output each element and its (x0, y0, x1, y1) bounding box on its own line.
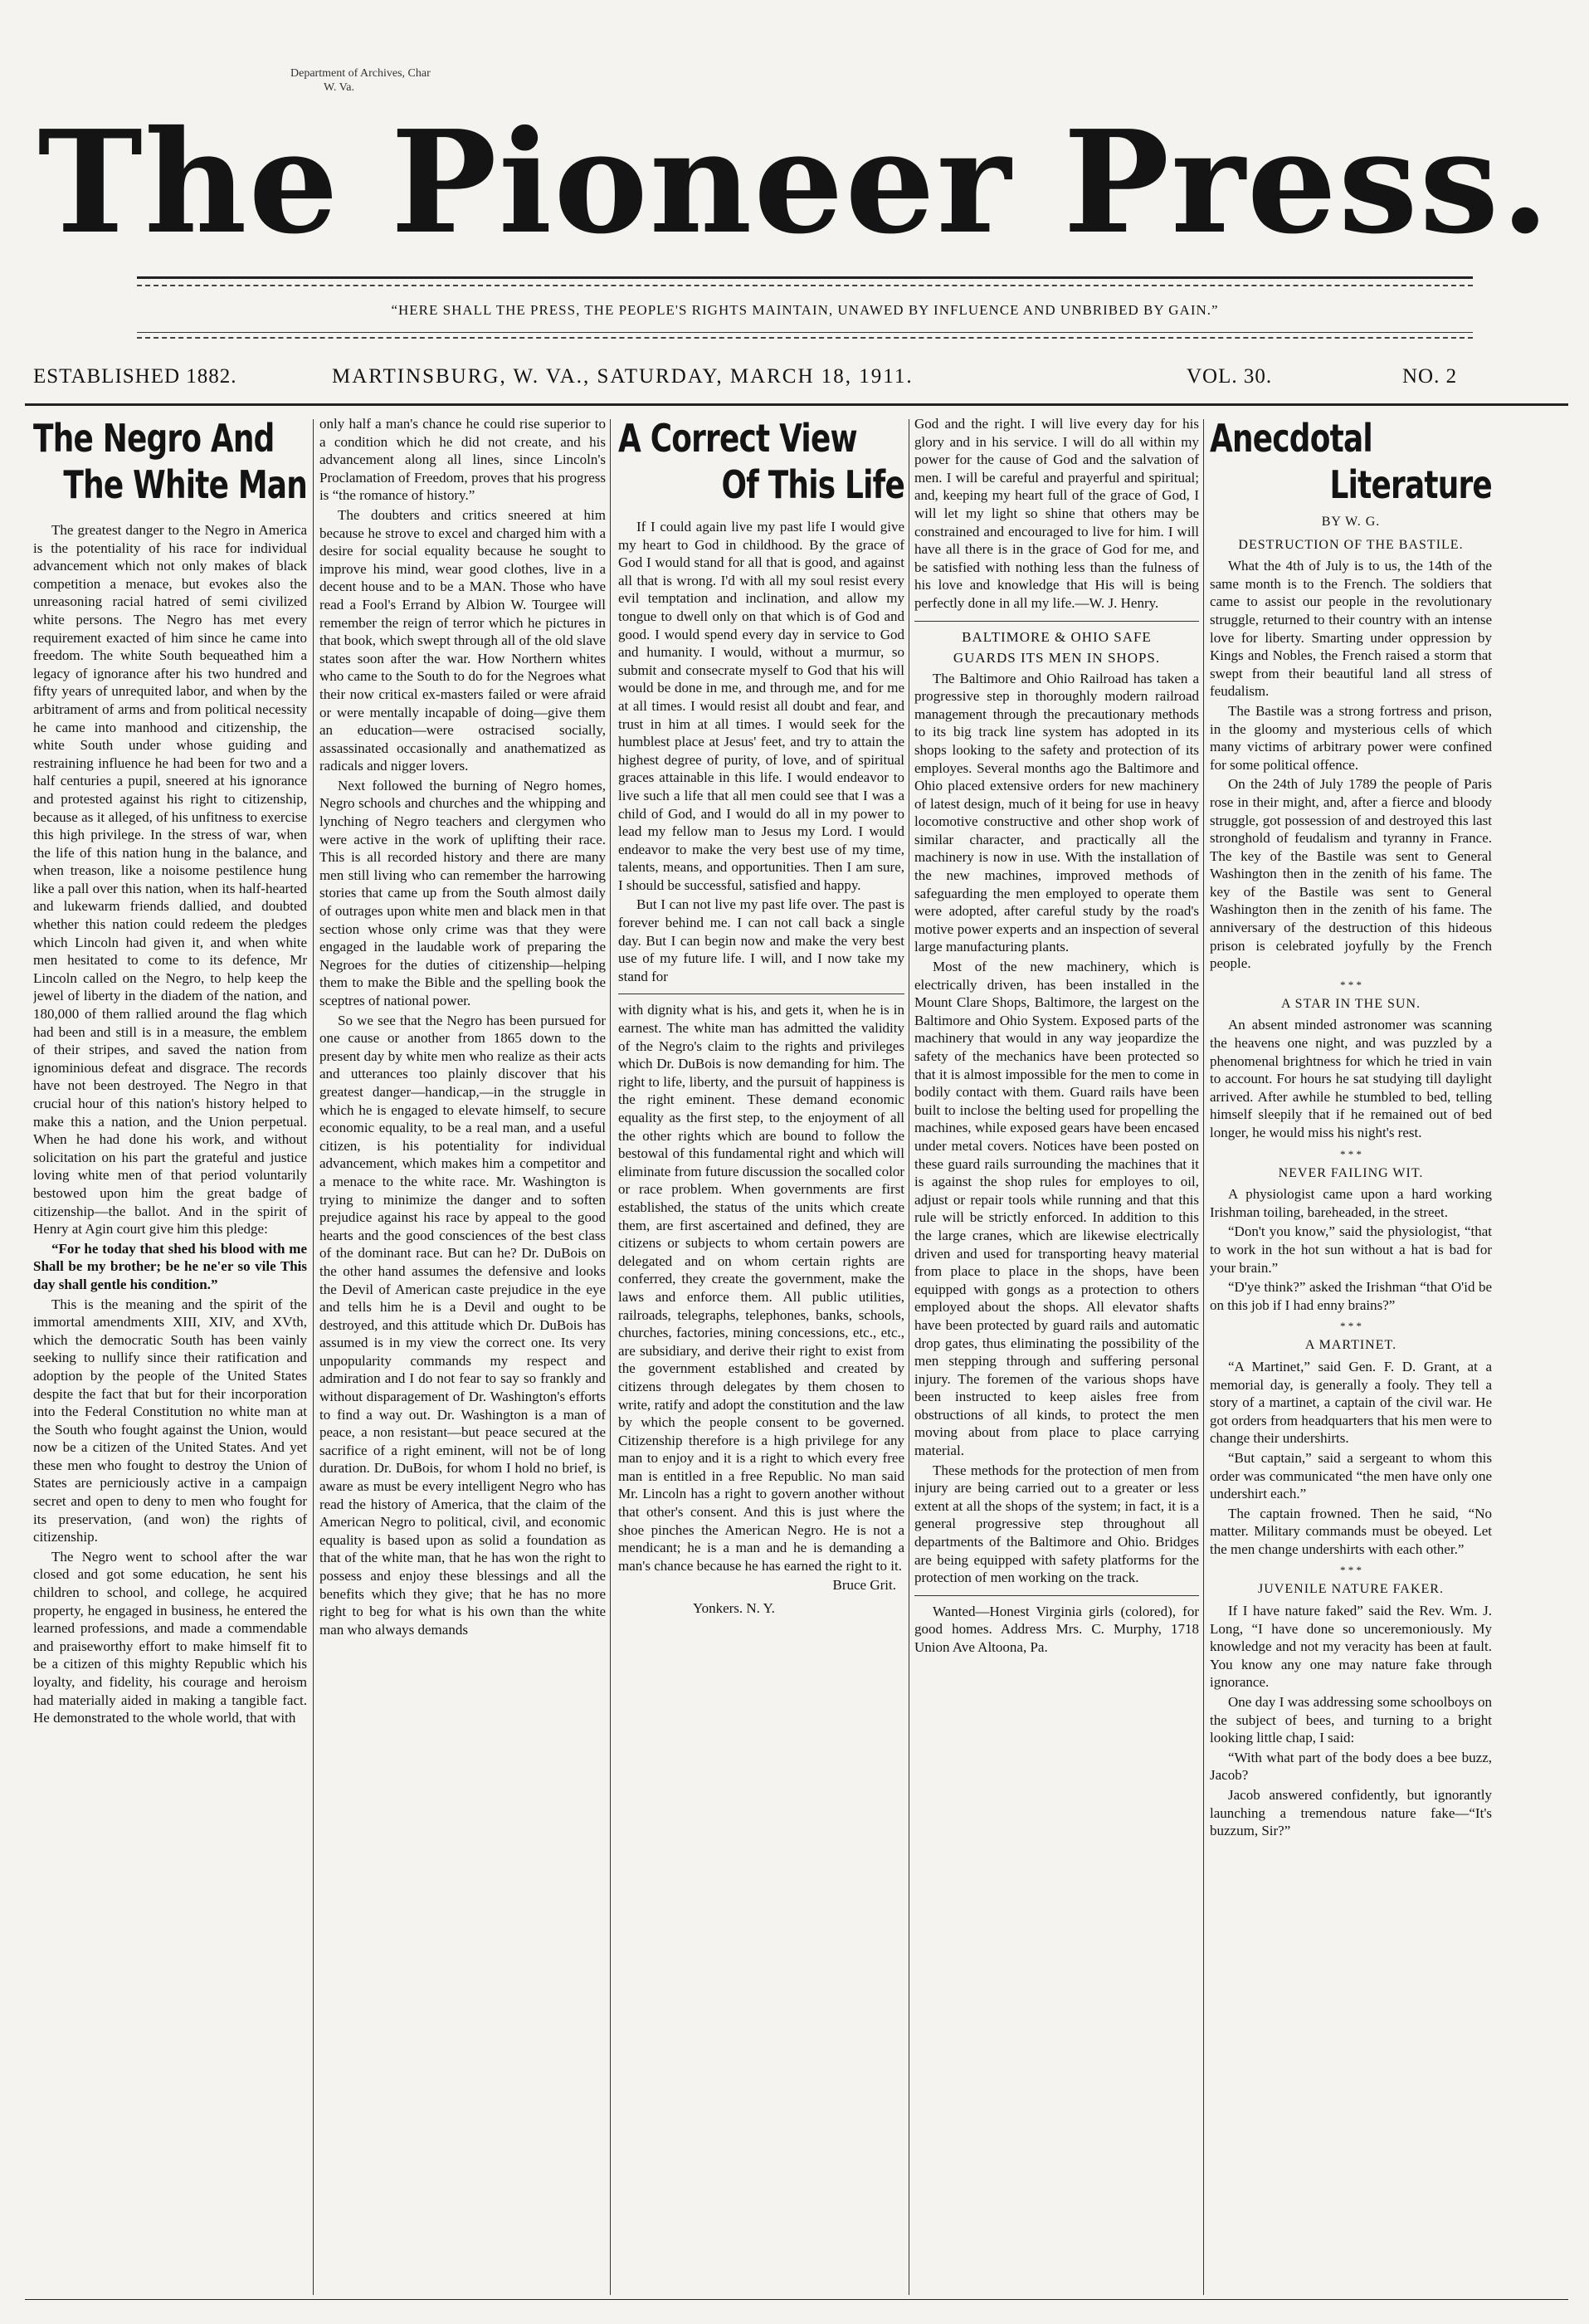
place-date-line: MARTINSBURG, W. VA., SATURDAY, MARCH 18, 1911. (332, 365, 914, 388)
subhead-line: GUARDS ITS MEN IN SHOPS. (953, 649, 1161, 666)
masthead-rule (137, 276, 1473, 279)
section-title: JUVENILE NATURE FAKER. (1258, 1582, 1444, 1597)
article-paragraph: God and the right. I will live every day for his glory and in his service. I will do all within my power for the cause of God and the salvation of men. I will be careful and prayerful and spiritual; and, keeping my heart full of the grace of God, I will let my light so shine that others may be constrained and encouraged to live for him. I will have all there is in the grace of God for me, and be satisfied with nothing less than the fulness of his love and knowledge that His will is being perfectly done in all my life.—W. J. Henry. (914, 416, 1199, 611)
article-paragraph: This is the meaning and the spirit of the immortal amendments XIII, XIV, and XVth, which the democratic South has been vainly seeking to nullify since their ratification and adoption by the people of the United States despite the fact that but for their incorporation into the Federal Constitution no white man at the South who fought against the Union, would now be a citizen of the United States. And yet these men who fought to destroy the Union of States are perniciously active in a campaign secret and open to deny to men who fought for its preservation, (and won) the rights of citizenship. (33, 1296, 307, 1545)
verse-quote: “For he today that shed his blood with me Shall be my brother; be he ne'er so vile This day shall gentle his condition.” (33, 1240, 307, 1292)
headline-line: The White Man (63, 462, 307, 507)
star-ornament-icon: * * * (1340, 978, 1362, 991)
archive-stamp-line: Department of Archives, Char (290, 67, 431, 80)
dateline-place: Yonkers. N. Y. (693, 1600, 775, 1617)
article-paragraph: The Bastile was a strong fortress and prison, in the gloomy and mysterious cells of which many victims of arbitrary power were confined for some political offence. (1210, 702, 1492, 773)
article-paragraph: “A Martinet,” said Gen. F. D. Grant, at a memorial day, is generally a fooly. They tell a story of a martinet, a captain of the civil war. He got orders from headquarters that his men were to change their undershirts. (1210, 1358, 1492, 1447)
star-ornament-icon: * * * (1340, 1147, 1362, 1160)
article-paragraph: If I could again live my past life I would give my heart to God in childhood. By the grace of God I would stand for all that is good, and against all that is wrong. I'd with all my soul resist every evil temptation and inclination, and allow my tongue to dwell only on that which is of God and good. I would spend every day in service to God and humanity. I would, without a murmur, so submit and consecrate myself to God that his will would be done in me, and through me, and for me at all times. I would resist all doubt and fear, and trust in him at all times. I would seek for the humblest place at Jesus' feet, and try to attain the highest degree of purity, of love, and of spiritual graces attainable in this life. I would endeavor to live such a life that all men could see that I was a child of God, and I would do all in my power to lead my fellow man to Jesus my Lord. I would endeavor to make the very best use of my time, talents, means, and opportunities. Then I am sure, I should be successful, satisfied and happy. (618, 519, 904, 893)
article-paragraph: Next followed the burning of Negro homes, Negro schools and churches and the whipping and lynching of Negro teachers and clergymen who were active in the work of uplifting their race. This is all recorded history and there are many men still living who can remember the harrowing stories that came up from the South almost daily of outrages upon white men and black men in that section whose only crime was that they were engaged in the laudable work of preparing the Negroes for the duties of citizenship—helping them to make the Bible and the spelling book the sceptres of national power. (319, 777, 606, 1008)
article-paragraph: The greatest danger to the Negro in America is the potentiality of his race for individual advancement which not only makes of black competition a menace, but evokes also the unreasoning racial hatred of semi civilized white persons. The Negro has met every requirement exacted of him since he came into freedom. The white South bequeathed him a legacy of ignorance after his two hundred and fifty years of unrequited labor, and when by the arbitrament of arms and from political necessity he came into manhood and citizenship, the white South under whose guiding and restraining influence he had been for two and a half centuries a pupil, sneered at his ignorance and protested against his right to citizenship, because as it alleged, of his unfitness to exercise this high privilege. In the stress of war, when the life of this nation hung in the balance, and when treason, like a noisome pestilence hung like a pall over this nation, when its half-hearted and lukewarm friends dallied, and doubted whether this nation could redeem the pledges which Lincoln had given it, and when white men hesitated to come to its defence, Mr Lincoln called on the Negro, to help keep the jewel of liberty in the diadem of the nation, and 180,000 of them rallied around the flag which had been and still is in a measure, the emblem of their stripes, and saved the nation from ignominious defeat and disgrace. The records have not been destroyed. The Negro in that crucial hour of this nation's history helped to make this a nation, and the Union perpetual. When he had done his work, and without solicitation on his part the grateful and justice loving white men of that period voluntarily bestowed upon him the great badge of citizenship—the ballot. And in the spirit of Henry at Agin court give him this pledge: (33, 522, 307, 1238)
article-paragraph: Most of the new machinery, which is electrically driven, has been installed in the Mount Clare Shops, Baltimore, the largest on the Baltimore and Ohio System. Exposed parts of the machinery that would in any way jeopardize the safety of the mechanics have been protected so that it is almost impossible for the men to come in bodily contact with them. Guard rails have been built to inclose the belting used for propelling the machines, while exposed gears have been encased under metal covers. Notices have been posted on these guard rails surrounding the machines that it is against the shop rules for employes to oil, adjust or repair tools while running and that this rule will be strictly enforced. In addition to this the large cranes, which are likewise electrically driven and used for transporting heavy material from place to place in the shops, have been equipped with gongs as a protection to others employed about the shops. All elevator shafts have been protected by guard rails and automatic drop gates, thus eliminating the possibility of the men stepping through and suffering personal injury. The foremen of the various shops have been instructed to keep aisles free from obstructions of all kinds, to protect the men moving about from place to place carrying material. (914, 959, 1199, 1459)
article-paragraph: But I can not live my past life over. The past is forever behind me. I can not call back a single day. But I can begin now and make the very best use of my future life. I will, and I now take my stand for (618, 896, 904, 984)
column-negro-continued (319, 415, 606, 2299)
section-title: DESTRUCTION OF THE BASTILE. (1238, 537, 1464, 552)
section-divider (914, 621, 1199, 622)
article-paragraph: These methods for the protection of men from injury are being carried out to a greater or less extent at all the shops of the system; in fact, it is a general progressive step throughout all departments of the Baltimore and Ohio. Bridges are being equipped with safety platforms for the protection of men working on the track. (914, 1462, 1199, 1586)
article-paragraph: “D'ye think?” asked the Irishman “that O'id be on this job if I had enny brains?” (1210, 1279, 1492, 1313)
article-paragraph: What the 4th of July is to us, the 14th of the same month is to the French. The soldiers that came to assist our people in the revolutionary struggle, returned to their country with an intense love for liberty. Smarting under oppression by Kings and Nobles, the French raised a storm that swept from their beautiful land all stress of feudalism. (1210, 558, 1492, 700)
volume-number: VOL. 30. (1187, 365, 1273, 388)
article-paragraph: An absent minded astronomer was scanning the heavens one night, and was puzzled by a phenomenal brightness for which he tried in vain to account. For hours he sat studying till daylight arrived. After awhile he stumbled to bed, telling himself sleepily that if he remained out of bed longer, he would miss his night's rest. (1210, 1017, 1492, 1140)
motto-rule (137, 332, 1473, 333)
article-paragraph: with dignity what is his, and gets it, when he is in earnest. The white man has admitted the validity of the Negro's claim to the rights and privileges which Dr. DuBois is now demanding for him. The right to life, liberty, and the pursuit of happiness is the right eminent. These demand economic equality as the first step, to the enjoyment of all the other rights which are bound to follow the bestowal of this fundamental right and which will eliminate from future discussion the socalled color or race problem. When governments are first established, the status of the units which create them, are first ascertained and defined, they are citizens or subjects to whom certain powers are delegated and on whom certain rights are conferred, they create the government, make the laws and enforce them. All public utilities, railroads, telegraphs, telephones, banks, schools, churches, factories, mining concessions, etc., etc., are subsidiary, and derive their right to exist from the government established and created by citizens through delegates by them chosen to write, ratify and adopt the constitution and the law by which the people consent to be governed. Citizenship therefore is a high privilege for any man to enjoy and it is a right to which every free man is entitled in a free Republic. No man said Mr. Lincoln has a right to govern another without that other's consent. And this is just where the shoe pinches the American Negro. He is not a mendicant; he is a man and he is demanding a man's chance because he has earned the right to it. (618, 1002, 904, 1574)
dateline-rule (25, 403, 1568, 406)
article-paragraph: “With what part of the body does a bee buzz, Jacob? (1210, 1749, 1492, 1784)
article-paragraph: “But captain,” said a sergeant to whom this order was communicated “the men have only one undershirt each.” (1210, 1449, 1492, 1502)
headline-line: Literature (1329, 462, 1492, 507)
issue-number: NO. 2 (1402, 365, 1458, 388)
masthead-title: The Pioneer Press. (37, 100, 1552, 266)
article-paragraph: The Negro went to school after the war closed and got some education, he sent his children to school, and college, he acquired property, he engaged in business, he entered the learned professions, and made a commendable and praiseworthy effort to make himself fit to be a citizen of this mighty Republic which his loyalty, and fidelity, his courage and heroism had materially aided in making a tangible fact. He demonstrated to the whole world, that with (33, 1548, 307, 1726)
signature: Bruce Grit. (832, 1577, 896, 1594)
archive-stamp-line: W. Va. (324, 81, 354, 94)
archive-stamp (290, 66, 431, 95)
article-paragraph: only half a man's chance he could rise superior to a condition which he did not create, and his advancement along all lines, since Lincoln's Proclamation of Freedom, proves that his progress is “the romance of history.” (319, 416, 606, 504)
article-paragraph: A physiologist came upon a hard working Irishman toiling, bareheaded, in the street. (1210, 1186, 1492, 1220)
article-paragraph: The Baltimore and Ohio Railroad has taken a progressive step in thoroughly modern railroad management through the precautionary methods to its big track line system has adopted in its shops looking to the safety and protection of its employes. Several months ago the Baltimore and Ohio placed extensive orders for new machinery of latest design, much of it being for use in heavy locomotive constructive and other shop work of similar character, and practically all the machinery is now in use. With the installation of the new machines, improved methods of safeguarding the men employed to operate them were adopted, after careful study by the road's motive power experts and an inspection of several large manufacturing plants. (914, 670, 1199, 955)
section-title: A STAR IN THE SUN. (1281, 996, 1421, 1011)
star-ornament-icon: * * * (1340, 1320, 1362, 1333)
headline-line: A Correct View (618, 416, 857, 461)
article-paragraph: The doubters and critics sneered at him because he strove to excel and charged him with a desire for social equality because he sought to improve his mind, wear good clothes, live in a decent house and to be a MAN. Those who have read a Fool's Errand by Albion W. Tourgee will remember the reign of terror which he pictures in that book, which swept through all of the old slave states soon after the war. How Northern whites who came to the South to do for the Negroes what their now critical ex-masters failed or were afraid or were mentally incapable of doing—give them an education—were ostracised socially, assassinated occasionally and anathematized as radicals and nigger lovers. (319, 506, 606, 774)
column-negro-and-white-man (33, 415, 307, 2299)
star-ornament-icon: * * * (1340, 1564, 1362, 1577)
headline-line: Anecdotal (1210, 416, 1372, 461)
headline-line: The Negro And (33, 416, 275, 461)
column-b-and-o (914, 415, 1199, 2299)
article-paragraph: “Don't you know,” said the physiologist, “that to work in the hot sun without a hat is bad for your brain.” (1210, 1223, 1492, 1276)
column-anecdotal-literature (1210, 415, 1492, 2299)
article-paragraph: So we see that the Negro has been pursued for one cause or another from 1865 down to the present day by white men who realize as their acts and utterances too plainly discover that his greatest danger—handicap,—in the struggle in which he is engaged to elevate himself, to secure economic equality, to be a real man, and a useful citizen, is his potentiality for individual advancement, which makes him a competitor and a menace to the white race. Mr. Washington is trying to minimize the danger and to soften prejudice against his race by appeal to the good hearts and the good consciences of the best class of the dominant race. But can he? Dr. DuBois on the other hand assumes the defensive and looks the Devil of American caste prejudice in the eye and tells him he is a Devil and ought to be destroyed, and this attitude which Dr. DuBois has assumed is in my view the correct one. Its very unpopularity commands my respect and admiration and I do not fear to say so frankly and without disparagement of Dr. Washington's efforts to find a way out. Dr. Washington is a man of peace, a non resistant—but peace secured at the sacrifice of a right eminent, will not be of long duration. Dr. DuBois, for whom I hold no brief, is aware as must be every intelligent Negro who has read the history of America, that the claim of the American Negro to political, civil, and economic equality is based upon as solid a foundation as that of the white man, that he has won the right to possess and enjoy these blessings and all the benefits which they give; that he has no more right to beg for what is his own than the white man who always demands (319, 1012, 606, 1638)
article-paragraph: The captain frowned. Then he said, “No matter. Military commands must be obeyed. Let the men change undershirts with each other.” (1210, 1505, 1492, 1557)
section-title: A MARTINET. (1304, 1338, 1397, 1353)
established-line: ESTABLISHED 1882. (33, 365, 237, 388)
headline-line: Of This Life (721, 462, 904, 507)
article-paragraph: If I have nature faked” said the Rev. Wm. J. Long, “I have done so unceremoniously. My knowledge and not my veracity has been at fault. You know any one may nature fake through ignorance. (1210, 1603, 1492, 1691)
column-divider (610, 419, 611, 2295)
footer-rule (25, 2299, 1568, 2300)
classified-ad: Wanted—Honest Virginia girls (colored), for good homes. Address Mrs. C. Murphy, 1718 Union Ave Altoona, Pa. (914, 1603, 1199, 1655)
section-title: NEVER FAILING WIT. (1278, 1165, 1424, 1180)
byline: BY W. G. (1321, 515, 1381, 529)
column-correct-view (618, 415, 904, 2299)
column-divider (313, 419, 314, 2295)
motto-rule (137, 337, 1473, 339)
motto: “HERE SHALL THE PRESS, THE PEOPLE'S RIGHTS MAINTAIN, UNAWED BY INFLUENCE AND UNBRIBED BY GAIN.” (391, 302, 1219, 318)
masthead-rule (137, 285, 1473, 286)
article-paragraph: One day I was addressing some schoolboys on the subject of bees, and turning to a bright looking little chap, I said: (1210, 1694, 1492, 1746)
article-paragraph: On the 24th of July 1789 the people of Paris rose in their might, and, after a fierce and bloody struggle, got possession of and destroyed this last stronghold of feudalism and tyranny in France. The key of the Bastile was sent to General Washington then in the zenith of his fame. The key of the Bastile was sent to General Washington then in the zenith of his fame. The anniversary of the destruction of this hideous prison is celebrated joyfully by the French people. (1210, 776, 1492, 972)
article-paragraph: Jacob answered confidently, but ignorantly launching a tremendous nature fake—“It's buzzum, Sir?” (1210, 1787, 1492, 1839)
section-divider (914, 1595, 1199, 1596)
subhead-line: BALTIMORE & OHIO SAFE (962, 628, 1152, 645)
column-divider (1203, 419, 1204, 2295)
